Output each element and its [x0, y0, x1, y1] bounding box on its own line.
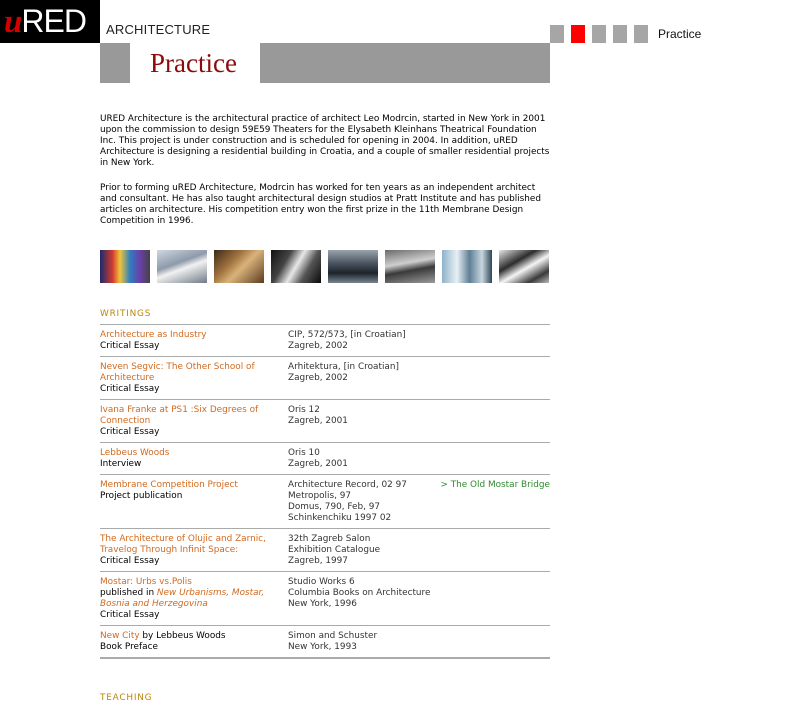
writing-entry	[100, 572, 550, 626]
published-in-label: published in	[100, 588, 157, 598]
writing-entry	[100, 325, 550, 357]
published-in-line	[100, 588, 288, 610]
writings-list	[100, 324, 550, 659]
project-thumbnail-image[interactable]	[385, 250, 435, 283]
publication-line: Arhitektura, [in Croatian]	[288, 362, 399, 372]
project-thumbnails	[100, 250, 550, 283]
current-page-label: Practice	[658, 27, 702, 41]
writing-title-link[interactable]: Ivana Franke at PS1 :Six Degrees of Connection	[100, 405, 259, 426]
writing-publication	[288, 362, 434, 395]
writing-publication	[288, 534, 434, 567]
project-thumbnail-image[interactable]	[214, 250, 264, 283]
intro-paragraph-2: Prior to forming uRED Architecture, Modrcin has worked for ten years as an independent architect and consultant. He has also taught architectural design studios at Pratt Institute and has published articles on architecture. His competition entry won the first prize in the 11th Membrane Design Competition in 1996.	[100, 183, 541, 226]
writing-publication	[288, 577, 434, 621]
section-name: ARCHITECTURE	[106, 22, 211, 37]
writing-title-link[interactable]: New City	[100, 631, 140, 641]
publication-line: Domus, 790, Feb, 97	[288, 502, 381, 512]
publication-line: Metropolis, 97	[288, 491, 352, 501]
writing-entry	[100, 443, 550, 475]
teaching-heading: TEACHING	[100, 693, 153, 703]
project-thumbnail-image[interactable]	[100, 250, 150, 283]
writing-entry	[100, 400, 550, 443]
writing-type: Critical Essay	[100, 341, 160, 351]
logo-red: RED	[21, 3, 86, 39]
nav-square-1[interactable]	[550, 25, 564, 43]
intro-text	[100, 114, 550, 241]
writings-heading: WRITINGS	[100, 309, 152, 319]
book-title-link[interactable]: New Urbanisms, Mostar, Bosnia and Herzegovina	[100, 588, 265, 609]
writing-entry	[100, 529, 550, 572]
project-thumbnail-image[interactable]	[328, 250, 378, 283]
publication-line: Oris 10	[288, 448, 320, 458]
project-thumbnail-image[interactable]	[499, 250, 549, 283]
writing-publication	[288, 330, 434, 352]
publication-line: Architecture Record, 02 97	[288, 480, 407, 490]
writing-title-suffix: by Lebbeus Woods	[139, 631, 226, 641]
publication-line: Zagreb, 1997	[288, 556, 348, 566]
related-project-link[interactable]: > The Old Mostar Bridge	[440, 480, 550, 490]
writing-entry	[100, 357, 550, 400]
writing-title-link[interactable]: The Architecture of Olujic and Zarnic, Travelog Through Infinit Space:	[100, 534, 266, 555]
writing-title-link[interactable]: Mostar: Urbs vs.Polis	[100, 577, 192, 587]
nav-square-2[interactable]	[571, 25, 585, 43]
publication-line: Oris 12	[288, 405, 320, 415]
publication-line: Zagreb, 2002	[288, 373, 348, 383]
writing-title-link[interactable]: Neven Segvic: The Other School of Architecture	[100, 362, 255, 383]
publication-line: Columbia Books on Architecture	[288, 588, 431, 598]
writing-type: Book Preface	[100, 642, 158, 652]
writing-type: Critical Essay	[100, 427, 160, 437]
nav-square-3[interactable]	[592, 25, 606, 43]
nav-square-5[interactable]	[634, 25, 648, 43]
publication-line: Schinkenchiku 1997 02	[288, 513, 392, 523]
publication-line: Studio Works 6	[288, 577, 355, 587]
writing-entry	[100, 626, 550, 659]
writing-title-link[interactable]: Architecture as Industry	[100, 330, 207, 340]
title-bar	[100, 43, 550, 83]
writing-type: Project publication	[100, 491, 183, 501]
nav-square-4[interactable]	[613, 25, 627, 43]
publication-line: New York, 1993	[288, 642, 357, 652]
writing-publication	[288, 405, 434, 438]
writing-title-line	[100, 631, 288, 642]
publication-line: Zagreb, 2002	[288, 341, 348, 351]
writing-type: Critical Essay	[100, 384, 160, 394]
publication-line: Zagreb, 2001	[288, 416, 348, 426]
page-nav	[550, 25, 701, 43]
writing-title-link[interactable]: Lebbeus Woods	[100, 448, 170, 458]
publication-line: Exhibition Catalogue	[288, 545, 381, 555]
intro-paragraph-1: URED Architecture is the architectural practice of architect Leo Modrcin, started in New York in 2001 upon the commission to design 59E59 Theaters for the Elysabeth Kleinhans Theatrical Foundation Inc. This project is under construction and is scheduled for opening in 2004. In addition, uRED Architecture is designing a residential building in Croatia, and a couple of smaller residential projects in New York.	[100, 114, 550, 168]
publication-line: 32th Zagreb Salon	[288, 534, 371, 544]
publication-line: Simon and Schuster	[288, 631, 378, 641]
writing-title-link[interactable]: Membrane Competition Project	[100, 480, 238, 490]
writing-type: Interview	[100, 459, 142, 469]
writing-type: Critical Essay	[100, 610, 160, 620]
publication-line: CIP, 572/573, [in Croatian]	[288, 330, 406, 340]
writing-publication	[288, 448, 434, 470]
writing-publication	[288, 631, 434, 653]
project-thumbnail-image[interactable]	[157, 250, 207, 283]
logo-u: u	[4, 4, 22, 40]
project-thumbnail-image[interactable]	[442, 250, 492, 283]
writing-publication	[288, 480, 434, 524]
writing-entry	[100, 475, 550, 529]
page-title: Practice	[150, 48, 237, 78]
project-thumbnail-image[interactable]	[271, 250, 321, 283]
writing-type: Critical Essay	[100, 556, 160, 566]
publication-line: Zagreb, 2001	[288, 459, 348, 469]
publication-line: New York, 1996	[288, 599, 357, 609]
logo[interactable]	[0, 0, 100, 43]
